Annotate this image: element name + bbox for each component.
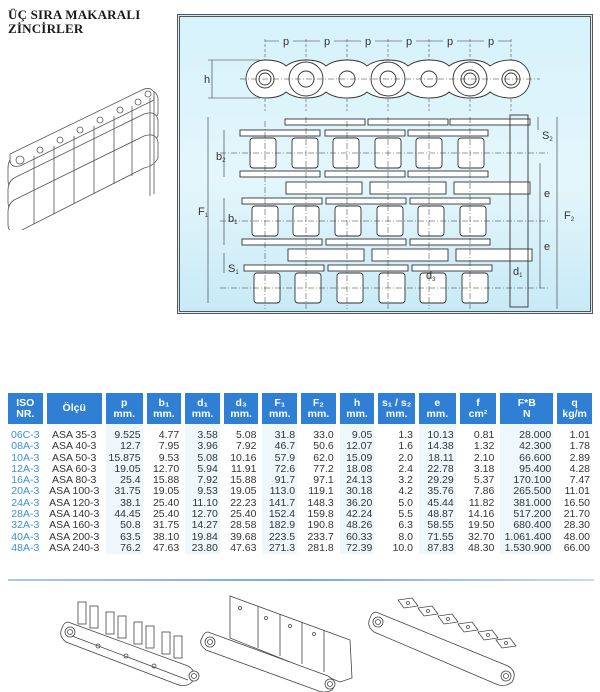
table-row <box>8 520 592 531</box>
svg-text:e: e <box>544 241 551 253</box>
value-cell: 15.875 <box>106 453 143 464</box>
value-cell: 5.0 <box>398 496 414 509</box>
value-cell: 12.07 <box>340 441 375 452</box>
value-cell: 48.87 <box>419 509 456 520</box>
svg-text:e: e <box>544 188 551 200</box>
size-cell: ASA 40-3 <box>52 440 97 453</box>
value-cell: 24.13 <box>340 475 375 486</box>
value-cell: 381.000 <box>500 498 553 509</box>
value-cell: 95.400 <box>500 464 553 475</box>
value-cell: 1.78 <box>569 440 590 453</box>
value-cell: 22.23 <box>230 496 257 509</box>
attachment-chain-plate-illustration <box>200 592 360 692</box>
value-cell: 18.11 <box>419 453 456 464</box>
value-cell: 14.38 <box>419 441 456 452</box>
value-cell: 9.525 <box>106 424 143 441</box>
value-cell: 281.8 <box>307 541 334 554</box>
divider-line <box>8 579 594 581</box>
iso-number-cell: 40A-3 <box>11 530 40 543</box>
svg-text:b2: b2 <box>216 151 226 164</box>
value-cell: 223.5 <box>262 532 297 543</box>
value-cell: 11.82 <box>468 496 495 509</box>
value-cell: 30.18 <box>340 486 375 497</box>
value-cell: 7.86 <box>473 485 495 498</box>
value-cell: 19.05 <box>152 485 180 498</box>
value-cell: 10.0 <box>392 541 414 554</box>
value-cell: 7.95 <box>158 440 180 453</box>
value-cell: 11.91 <box>230 462 257 475</box>
value-cell: 71.55 <box>419 532 456 543</box>
iso-number-cell: 48A-3 <box>11 541 40 554</box>
value-cell: 14.16 <box>468 508 495 521</box>
size-cell: ASA 200-3 <box>49 530 100 543</box>
value-cell: 1.061.400 <box>500 532 553 543</box>
svg-text:F1: F1 <box>198 206 209 219</box>
svg-text:p: p <box>487 36 495 48</box>
value-cell: 58.55 <box>419 520 456 531</box>
svg-text:h: h <box>204 74 211 86</box>
value-cell: 9.53 <box>185 486 220 497</box>
value-cell: 19.50 <box>468 519 495 532</box>
svg-text:p: p <box>282 36 290 48</box>
value-cell: 5.94 <box>185 464 220 475</box>
table-header-row <box>8 393 592 424</box>
value-cell: 7.92 <box>236 440 257 453</box>
value-cell: 5.08 <box>185 453 220 464</box>
value-cell: 47.63 <box>230 541 257 554</box>
title-line-2: ZİNCİRLER <box>8 21 84 36</box>
value-cell: 15.88 <box>230 474 257 487</box>
value-cell: 3.2 <box>398 474 414 487</box>
value-cell: 159.8 <box>307 508 334 521</box>
value-cell: 23.80 <box>185 543 220 554</box>
value-cell: 8.0 <box>398 530 414 543</box>
col-header-f: f cm² <box>460 393 497 424</box>
value-cell: 3.58 <box>185 424 220 441</box>
value-cell: 50.6 <box>313 440 334 453</box>
svg-text:S2: S2 <box>542 130 553 143</box>
size-cell: ASA 160-3 <box>49 519 100 532</box>
value-cell: 16.50 <box>563 496 590 509</box>
value-cell: 5.08 <box>236 429 257 441</box>
iso-number-cell: 20A-3 <box>11 485 40 498</box>
col-header-h: h mm. <box>340 393 375 424</box>
table-body <box>8 424 592 554</box>
value-cell: 11.10 <box>185 498 220 509</box>
col-header-d3: d₃ mm. <box>224 393 259 424</box>
size-cell: ASA 240-3 <box>49 541 100 554</box>
value-cell: 63.5 <box>106 532 143 543</box>
value-cell: 3.96 <box>185 441 220 452</box>
size-cell: ASA 60-3 <box>52 462 97 475</box>
value-cell: 29.29 <box>419 475 456 486</box>
iso-number-cell: 12A-3 <box>11 462 40 475</box>
value-cell: 6.3 <box>398 519 414 532</box>
col-header-e: e mm. <box>419 393 456 424</box>
iso-number-cell: 10A-3 <box>11 451 40 464</box>
col-header-olcu: Ölçü <box>47 393 102 424</box>
value-cell: 18.08 <box>340 464 375 475</box>
value-cell: 182.9 <box>262 520 297 531</box>
value-cell: 12.7 <box>106 441 143 452</box>
value-cell: 42.24 <box>340 509 375 520</box>
value-cell: 19.05 <box>106 464 143 475</box>
value-cell: 25.40 <box>152 508 180 521</box>
size-cell: ASA 80-3 <box>52 474 97 487</box>
svg-text:F2: F2 <box>564 210 575 223</box>
value-cell: 72.39 <box>340 543 375 554</box>
size-cell: ASA 100-3 <box>49 485 100 498</box>
triple-chain-illustration <box>4 84 164 230</box>
svg-text:p: p <box>323 36 331 48</box>
value-cell: 39.68 <box>230 530 257 543</box>
value-cell: 31.75 <box>152 519 180 532</box>
value-cell: 113.0 <box>262 486 297 497</box>
value-cell: 47.63 <box>152 541 180 554</box>
value-cell: 66.00 <box>563 541 590 554</box>
value-cell: 33.0 <box>313 429 334 441</box>
value-cell: 7.92 <box>185 475 220 486</box>
value-cell: 25.40 <box>230 508 257 521</box>
value-cell: 87.83 <box>419 543 456 554</box>
value-cell: 2.10 <box>473 451 495 464</box>
value-cell: 42.300 <box>500 441 553 452</box>
value-cell: 76.2 <box>106 543 143 554</box>
value-cell: 148.3 <box>307 496 334 509</box>
table-row <box>8 543 592 554</box>
iso-number-cell: 06C-3 <box>11 429 40 441</box>
size-cell: ASA 50-3 <box>52 451 97 464</box>
value-cell: 97.1 <box>313 474 334 487</box>
value-cell: 48.26 <box>340 520 375 531</box>
value-cell: 48.00 <box>563 530 590 543</box>
value-cell: 9.05 <box>340 424 375 441</box>
col-header-s1-s2: s₁ / s₂ mm. <box>378 393 415 424</box>
value-cell: 1.32 <box>473 440 495 453</box>
value-cell: 38.10 <box>152 530 180 543</box>
value-cell: 271.3 <box>262 543 297 554</box>
attachment-chain-k1-illustration <box>58 592 208 692</box>
value-cell: 10.16 <box>230 451 257 464</box>
value-cell: 38.1 <box>106 498 143 509</box>
value-cell: 19.84 <box>185 532 220 543</box>
value-cell: 32.70 <box>468 530 495 543</box>
value-cell: 28.000 <box>500 424 553 441</box>
value-cell: 265.500 <box>500 486 553 497</box>
value-cell: 12.70 <box>185 509 220 520</box>
table-row <box>8 441 592 452</box>
value-cell: 48.30 <box>468 541 495 554</box>
value-cell: 36.20 <box>340 498 375 509</box>
value-cell: 72.6 <box>262 464 297 475</box>
value-cell: 7.47 <box>569 474 590 487</box>
value-cell: 10.13 <box>419 424 456 441</box>
value-cell: 4.2 <box>398 485 414 498</box>
value-cell: 11.01 <box>564 485 590 498</box>
iso-number-cell: 08A-3 <box>11 440 40 453</box>
table-row <box>8 424 592 441</box>
attachment-chain-bent-tab-illustration <box>368 592 528 692</box>
value-cell: 45.44 <box>419 498 456 509</box>
col-header-fb: F*B N <box>500 393 553 424</box>
col-header-p: p mm. <box>106 393 143 424</box>
iso-number-cell: 16A-3 <box>11 474 40 487</box>
svg-text:p: p <box>364 36 372 48</box>
value-cell: 1.3 <box>398 429 414 441</box>
value-cell: 2.0 <box>398 451 414 464</box>
value-cell: 66.600 <box>500 453 553 464</box>
value-cell: 12.70 <box>152 462 180 475</box>
value-cell: 57.9 <box>262 453 297 464</box>
value-cell: 190.8 <box>307 519 334 532</box>
value-cell: 28.30 <box>563 519 590 532</box>
top-view-chain <box>198 115 575 309</box>
value-cell: 22.78 <box>419 464 456 475</box>
value-cell: 9.53 <box>158 451 180 464</box>
value-cell: 25.4 <box>106 475 143 486</box>
value-cell: 170.100 <box>500 475 553 486</box>
value-cell: 5.37 <box>473 474 495 487</box>
value-cell: 25.40 <box>152 496 180 509</box>
col-header-f1: F₁ mm. <box>262 393 297 424</box>
page-title <box>8 8 141 36</box>
value-cell: 35.76 <box>419 486 456 497</box>
value-cell: 44.45 <box>106 509 143 520</box>
value-cell: 0.81 <box>473 429 495 441</box>
chain-dimension-diagram <box>177 14 593 314</box>
value-cell: 14.27 <box>185 520 220 531</box>
size-cell: ASA 120-3 <box>49 496 100 509</box>
value-cell: 21.70 <box>563 508 590 521</box>
svg-text:S1: S1 <box>228 263 239 276</box>
iso-number-cell: 24A-3 <box>11 496 40 509</box>
value-cell: 77.2 <box>313 462 334 475</box>
value-cell: 31.75 <box>106 486 143 497</box>
value-cell: 4.77 <box>158 429 180 441</box>
value-cell: 152.4 <box>262 509 297 520</box>
col-header-q: q kg/m <box>557 393 592 424</box>
value-cell: 2.89 <box>569 451 590 464</box>
svg-text:p: p <box>405 36 413 48</box>
value-cell: 46.7 <box>262 441 297 452</box>
value-cell: 50.8 <box>106 520 143 531</box>
value-cell: 517.200 <box>500 509 553 520</box>
svg-text:p: p <box>446 36 454 48</box>
svg-text:d1: d1 <box>513 266 523 279</box>
col-header-f2: F₂ mm. <box>301 393 336 424</box>
iso-number-cell: 28A-3 <box>11 508 40 521</box>
col-header-b1: b₁ mm. <box>147 393 182 424</box>
value-cell: 3.18 <box>473 462 495 475</box>
value-cell: 31.8 <box>262 424 297 441</box>
value-cell: 4.28 <box>569 462 590 475</box>
value-cell: 91.7 <box>262 475 297 486</box>
value-cell: 1.530.900 <box>500 543 553 554</box>
size-cell: ASA 35-3 <box>52 429 97 441</box>
value-cell: 28.58 <box>230 519 257 532</box>
value-cell: 15.88 <box>152 474 180 487</box>
col-header-iso: ISO NR. <box>8 393 43 424</box>
chain-spec-table <box>4 393 596 554</box>
value-cell: 5.5 <box>398 508 414 521</box>
value-cell: 15.09 <box>340 453 375 464</box>
value-cell: 119.1 <box>308 485 334 498</box>
svg-text:d3: d3 <box>426 270 436 283</box>
value-cell: 141.7 <box>262 498 297 509</box>
col-header-d1: d₁ mm. <box>185 393 220 424</box>
value-cell: 233.7 <box>307 530 334 543</box>
title-line-1: ÜÇ SIRA MAKARALI <box>8 7 141 22</box>
iso-number-cell: 32A-3 <box>11 519 40 532</box>
value-cell: 19.05 <box>230 485 257 498</box>
svg-text:b1: b1 <box>228 213 238 226</box>
size-cell: ASA 140-3 <box>49 508 100 521</box>
value-cell: 62.0 <box>313 451 334 464</box>
value-cell: 60.33 <box>340 532 375 543</box>
side-view-chain <box>204 60 540 98</box>
value-cell: 680.400 <box>500 520 553 531</box>
value-cell: 2.4 <box>398 462 414 475</box>
value-cell: 1.6 <box>398 440 414 453</box>
value-cell: 1.01 <box>569 429 590 441</box>
